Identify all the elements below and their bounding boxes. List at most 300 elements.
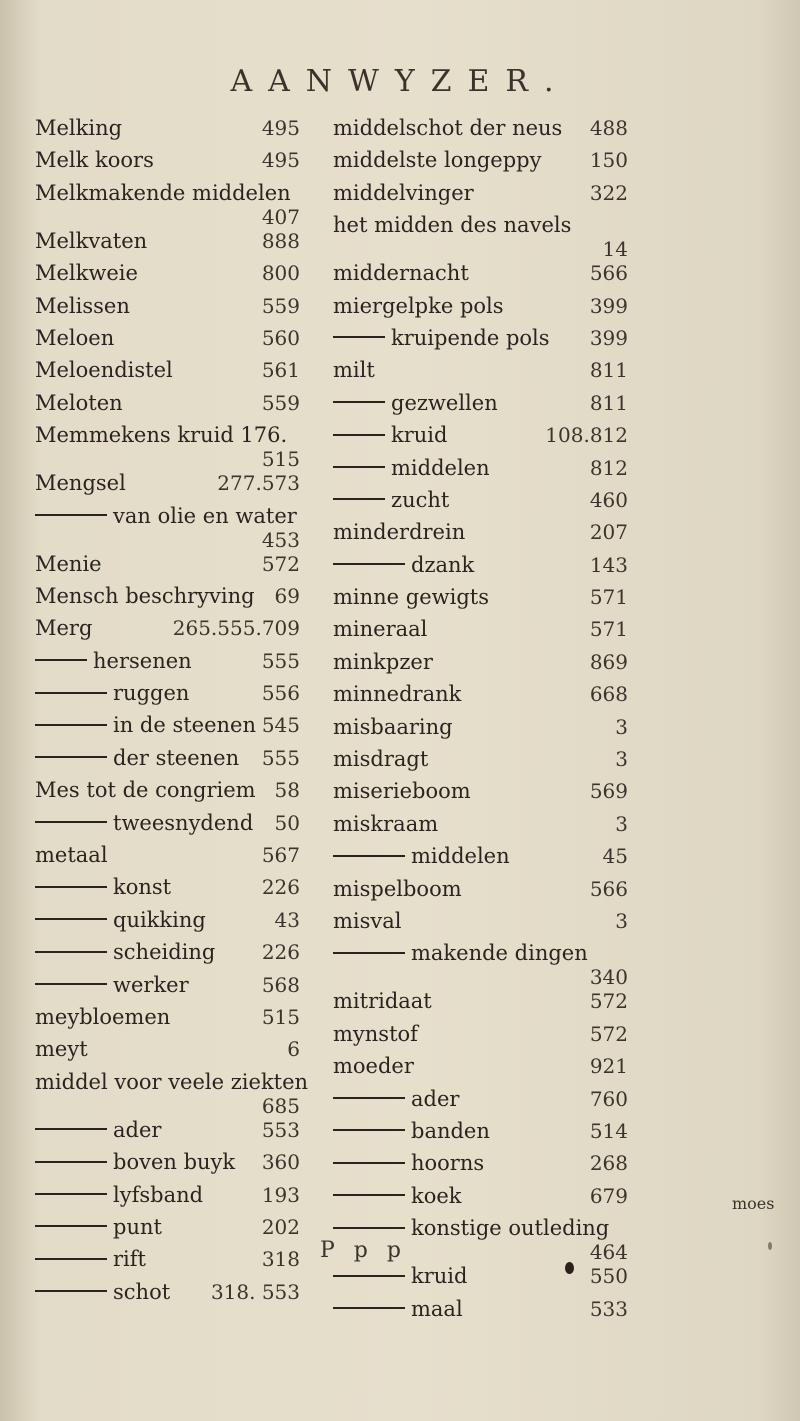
index-term bbox=[35, 807, 253, 839]
index-term-text: scheiding bbox=[113, 940, 216, 965]
index-entry bbox=[333, 484, 628, 516]
index-term bbox=[333, 613, 427, 645]
index-term-text: Mensch beschryving bbox=[35, 583, 255, 608]
index-entry bbox=[333, 549, 628, 581]
page-reference: 760 bbox=[589, 1086, 628, 1111]
index-term bbox=[35, 548, 102, 580]
index-term bbox=[333, 743, 428, 775]
page-reference: 3 bbox=[615, 908, 628, 933]
index-term-text: meyt bbox=[35, 1037, 88, 1062]
index-entry bbox=[333, 937, 628, 990]
index-entry bbox=[333, 452, 628, 484]
index-term bbox=[333, 112, 562, 144]
ditto-dash bbox=[333, 498, 385, 500]
index-term-text: makende dingen bbox=[411, 941, 588, 966]
index-entry bbox=[333, 1293, 628, 1325]
index-entry bbox=[333, 581, 628, 613]
page-reference: 226 bbox=[261, 940, 300, 965]
index-term-text: Meloendistel bbox=[35, 358, 173, 383]
page-reference: 572 bbox=[589, 1021, 628, 1046]
right-index-column bbox=[333, 112, 628, 1325]
ditto-dash bbox=[333, 1307, 405, 1309]
page-reference: 545 bbox=[261, 713, 300, 738]
index-entry bbox=[35, 677, 300, 709]
index-term-text: minderdrein bbox=[333, 520, 466, 545]
index-entry bbox=[35, 580, 300, 612]
page-reference: 14 bbox=[602, 237, 628, 262]
index-entry bbox=[35, 290, 300, 322]
index-entry bbox=[333, 290, 628, 322]
index-term-text: minne gewigts bbox=[333, 585, 490, 610]
index-term bbox=[333, 290, 504, 322]
page-reference: 58 bbox=[274, 778, 300, 803]
page-reference: 571 bbox=[589, 585, 628, 610]
page-reference: 550 bbox=[589, 1264, 628, 1289]
page-reference: 488 bbox=[589, 116, 628, 140]
page-reference: 568 bbox=[261, 972, 300, 997]
index-term-text: schot bbox=[113, 1279, 171, 1304]
index-term-text: middelste longeppy bbox=[333, 148, 542, 173]
ditto-dash bbox=[333, 1097, 405, 1099]
index-term-text: miserieboom bbox=[333, 779, 471, 804]
index-term bbox=[35, 1243, 146, 1275]
index-term-text: konstige outleding bbox=[411, 1216, 610, 1241]
page-reference: 277.573 bbox=[217, 471, 300, 496]
index-term-text: koek bbox=[411, 1183, 462, 1208]
index-entry bbox=[35, 257, 300, 289]
index-term-text: minkpzer bbox=[333, 649, 433, 674]
page-reference: 3 bbox=[615, 714, 628, 739]
index-term bbox=[333, 354, 375, 386]
page-reference: 668 bbox=[589, 682, 628, 707]
index-term bbox=[333, 1293, 463, 1325]
page-reference: 43 bbox=[274, 907, 300, 932]
catchword: moes bbox=[732, 1194, 775, 1213]
index-term-text: Melkmakende middelen bbox=[35, 180, 291, 205]
index-entry bbox=[35, 1066, 309, 1118]
ditto-dash bbox=[35, 886, 107, 888]
index-term bbox=[35, 580, 255, 612]
ditto-dash bbox=[35, 821, 107, 823]
index-term-text: boven buyk bbox=[113, 1150, 236, 1175]
page-reference: 340 bbox=[589, 965, 628, 990]
ditto-dash bbox=[333, 1194, 405, 1196]
index-entry bbox=[333, 516, 628, 548]
page-reference: 572 bbox=[261, 551, 300, 576]
page-reference: 921 bbox=[589, 1054, 628, 1079]
page-reference: 318. 553 bbox=[210, 1279, 300, 1304]
page-reference: 869 bbox=[589, 649, 628, 674]
page-reference: 6 bbox=[287, 1037, 300, 1062]
index-term bbox=[35, 904, 206, 936]
page-reference: 495 bbox=[261, 148, 300, 173]
index-term-text: Melkvaten bbox=[35, 228, 148, 253]
index-entry bbox=[333, 1260, 628, 1292]
index-entry bbox=[35, 144, 300, 176]
page-reference: 69 bbox=[274, 583, 300, 608]
index-term bbox=[35, 500, 297, 532]
index-term-text: hoorns bbox=[411, 1151, 485, 1176]
index-term bbox=[35, 1146, 235, 1178]
page-reference: 50 bbox=[274, 810, 300, 835]
index-entry bbox=[333, 209, 628, 262]
index-term bbox=[333, 452, 490, 484]
page-reference: 567 bbox=[261, 843, 300, 868]
index-term-text: het midden des navels bbox=[333, 213, 572, 238]
index-term bbox=[35, 1276, 170, 1308]
index-term bbox=[35, 177, 291, 209]
index-term-text: middelschot der neus bbox=[333, 116, 563, 140]
index-term bbox=[35, 645, 192, 677]
index-term bbox=[35, 936, 215, 968]
index-term-text: middel voor veele ziekten bbox=[35, 1069, 309, 1094]
index-entry bbox=[35, 1211, 300, 1243]
ditto-dash bbox=[35, 983, 107, 985]
index-entry bbox=[35, 871, 300, 903]
index-term-text: zucht bbox=[391, 487, 450, 512]
index-term-text: van olie en water bbox=[113, 503, 297, 528]
page-reference: 559 bbox=[261, 293, 300, 318]
ditto-dash bbox=[333, 1227, 405, 1229]
index-term bbox=[35, 354, 173, 386]
index-entry bbox=[35, 709, 300, 741]
index-term-text: moeder bbox=[333, 1054, 414, 1079]
index-term-text: gezwellen bbox=[391, 390, 498, 415]
ditto-dash bbox=[333, 952, 405, 954]
ditto-dash bbox=[333, 1129, 405, 1131]
signature-mark: P p p bbox=[320, 1238, 407, 1263]
index-term bbox=[35, 1033, 88, 1065]
index-entry bbox=[35, 387, 300, 419]
page-reference: 202 bbox=[261, 1214, 300, 1239]
page-reference: 460 bbox=[589, 487, 628, 512]
page-reference: 888 bbox=[261, 228, 300, 253]
index-term-text: punt bbox=[113, 1214, 162, 1239]
page-reference: 569 bbox=[589, 779, 628, 804]
page-reference: 555 bbox=[261, 745, 300, 770]
ditto-dash bbox=[35, 514, 107, 516]
index-entry bbox=[35, 1114, 300, 1146]
index-term-text: middelen bbox=[391, 455, 490, 480]
index-entry bbox=[333, 985, 628, 1017]
index-term-text: miskraam bbox=[333, 811, 439, 836]
page-reference: 679 bbox=[589, 1183, 628, 1208]
page-reference: 407 bbox=[261, 204, 300, 229]
index-entry bbox=[35, 839, 300, 871]
index-term bbox=[333, 484, 449, 516]
page-reference: 45 bbox=[602, 844, 628, 869]
ditto-dash bbox=[333, 563, 405, 565]
index-term bbox=[333, 387, 498, 419]
index-term-text: meybloemen bbox=[35, 1004, 171, 1029]
left-index-column bbox=[35, 112, 309, 1308]
page-reference: 3 bbox=[615, 811, 628, 836]
index-term bbox=[35, 774, 256, 806]
index-term bbox=[35, 969, 189, 1001]
index-entry bbox=[333, 613, 628, 645]
index-entry bbox=[333, 678, 628, 710]
index-entry bbox=[35, 904, 300, 936]
index-term bbox=[35, 144, 154, 176]
index-entry bbox=[333, 1083, 628, 1115]
page-reference: 572 bbox=[589, 989, 628, 1014]
index-term bbox=[333, 1018, 418, 1050]
ditto-dash bbox=[333, 336, 385, 338]
index-entry bbox=[333, 257, 628, 289]
index-term bbox=[333, 209, 571, 241]
index-term-text: Melissen bbox=[35, 293, 130, 318]
index-term bbox=[333, 144, 541, 176]
index-term bbox=[333, 549, 474, 581]
index-term-text: werker bbox=[113, 972, 189, 997]
index-term bbox=[35, 1179, 203, 1211]
index-term-text: hersenen bbox=[93, 648, 192, 673]
index-entry bbox=[35, 225, 300, 257]
index-term-text: lyfsband bbox=[113, 1182, 204, 1207]
index-term bbox=[333, 1050, 414, 1082]
page-reference: 811 bbox=[589, 390, 628, 415]
index-entry bbox=[333, 1180, 628, 1212]
index-term bbox=[333, 322, 550, 354]
index-term-text: Melkweie bbox=[35, 261, 138, 286]
index-entry bbox=[35, 1001, 300, 1033]
page-reference: 464 bbox=[589, 1240, 628, 1265]
page-reference: 811 bbox=[589, 358, 628, 383]
index-entry bbox=[35, 1033, 300, 1065]
index-entry bbox=[333, 112, 628, 144]
index-term-text: misval bbox=[333, 908, 402, 933]
index-term bbox=[35, 387, 123, 419]
index-entry bbox=[333, 873, 628, 905]
index-term bbox=[35, 839, 108, 871]
ditto-dash bbox=[333, 401, 385, 403]
ink-spot bbox=[768, 1242, 772, 1250]
page-reference: 495 bbox=[261, 116, 300, 140]
index-term bbox=[333, 419, 447, 451]
index-term bbox=[35, 742, 239, 774]
index-term-text: milt bbox=[333, 358, 375, 383]
index-term bbox=[35, 290, 130, 322]
index-term-text: Menie bbox=[35, 551, 102, 576]
index-entry bbox=[35, 1276, 300, 1308]
page-reference: 226 bbox=[261, 875, 300, 900]
page-reference: 453 bbox=[261, 527, 300, 552]
index-term-text: Mes tot de congriem bbox=[35, 778, 256, 803]
index-term-text: misbaaring bbox=[333, 714, 453, 739]
ditto-dash bbox=[35, 692, 107, 694]
index-entry bbox=[35, 548, 300, 580]
index-entry bbox=[333, 387, 628, 419]
index-entry bbox=[333, 144, 628, 176]
ditto-dash bbox=[35, 659, 87, 661]
index-entry bbox=[333, 711, 628, 743]
index-entry bbox=[333, 177, 628, 209]
index-term-text: kruid bbox=[411, 1264, 468, 1289]
index-term-text: tweesnydend bbox=[113, 810, 254, 835]
index-entry bbox=[333, 1115, 628, 1147]
index-term bbox=[35, 677, 189, 709]
index-term-text: Melk koors bbox=[35, 148, 154, 173]
index-term bbox=[35, 709, 256, 741]
index-term-text: middelvinger bbox=[333, 180, 474, 205]
index-term-text: minnedrank bbox=[333, 682, 462, 707]
index-term-text: Mengsel bbox=[35, 471, 126, 496]
index-term bbox=[333, 1083, 459, 1115]
index-term-text: banden bbox=[411, 1118, 490, 1143]
index-entry bbox=[35, 807, 300, 839]
ditto-dash bbox=[35, 756, 107, 758]
index-entry bbox=[35, 467, 300, 499]
page-reference: 685 bbox=[261, 1093, 300, 1118]
index-entry bbox=[333, 743, 628, 775]
index-entry bbox=[35, 612, 300, 644]
index-term-text: rift bbox=[113, 1247, 146, 1272]
index-entry bbox=[333, 1018, 628, 1050]
index-term-text: in de steenen bbox=[113, 713, 257, 738]
index-term bbox=[35, 612, 92, 644]
index-term-text: konst bbox=[113, 875, 172, 900]
page-reference: 515 bbox=[261, 447, 300, 472]
page-reference: 3 bbox=[615, 747, 628, 772]
index-entry bbox=[333, 808, 628, 840]
index-term-text: der steenen bbox=[113, 745, 240, 770]
index-term bbox=[333, 905, 402, 937]
index-term bbox=[35, 112, 122, 144]
index-term-text: mitridaat bbox=[333, 989, 432, 1014]
index-term-text: metaal bbox=[35, 843, 108, 868]
page-reference: 561 bbox=[261, 358, 300, 383]
index-term-text: mynstof bbox=[333, 1021, 418, 1046]
index-term-text: Meloen bbox=[35, 325, 115, 350]
ditto-dash bbox=[333, 434, 385, 436]
ditto-dash bbox=[333, 466, 385, 468]
page-reference: 566 bbox=[589, 876, 628, 901]
page-reference: 559 bbox=[261, 390, 300, 415]
ditto-dash bbox=[35, 1193, 107, 1195]
page-reference: 207 bbox=[589, 520, 628, 545]
index-term bbox=[35, 1114, 161, 1146]
index-entry bbox=[333, 419, 628, 451]
page-reference: 556 bbox=[261, 681, 300, 706]
index-entry bbox=[333, 322, 628, 354]
index-entry bbox=[35, 354, 300, 386]
index-entry bbox=[333, 775, 628, 807]
index-term bbox=[35, 1001, 170, 1033]
page-reference: 566 bbox=[589, 261, 628, 286]
index-entry bbox=[35, 322, 300, 354]
index-term bbox=[333, 873, 462, 905]
index-entry bbox=[333, 840, 628, 872]
page-reference: 800 bbox=[261, 261, 300, 286]
index-term bbox=[35, 322, 114, 354]
index-term bbox=[333, 711, 453, 743]
page-reference: 514 bbox=[589, 1118, 628, 1143]
index-term bbox=[333, 937, 588, 969]
page-reference: 360 bbox=[261, 1150, 300, 1175]
index-term bbox=[35, 419, 287, 451]
index-entry bbox=[35, 742, 300, 774]
index-entry bbox=[333, 646, 628, 678]
index-term-text: kruid bbox=[391, 423, 448, 448]
page-reference: 515 bbox=[261, 1004, 300, 1029]
index-entry bbox=[333, 1147, 628, 1179]
index-term-text: misdragt bbox=[333, 747, 429, 772]
index-term-text: Meloten bbox=[35, 390, 123, 415]
page-reference: 193 bbox=[261, 1182, 300, 1207]
page-reference: 399 bbox=[589, 325, 628, 350]
index-term bbox=[333, 581, 489, 613]
index-entry bbox=[333, 1050, 628, 1082]
index-entry bbox=[35, 419, 300, 472]
index-term bbox=[333, 516, 465, 548]
index-entry bbox=[333, 905, 628, 937]
page-reference: 399 bbox=[589, 293, 628, 318]
page-reference: 150 bbox=[589, 148, 628, 173]
index-term bbox=[333, 646, 433, 678]
index-entry bbox=[333, 354, 628, 386]
index-term bbox=[35, 225, 147, 257]
index-term bbox=[333, 775, 471, 807]
page-reference: 322 bbox=[589, 180, 628, 205]
index-term-text: miergelpke pols bbox=[333, 293, 504, 318]
index-term-text: ader bbox=[411, 1086, 460, 1111]
ditto-dash bbox=[35, 918, 107, 920]
ditto-dash bbox=[333, 1275, 405, 1277]
index-term-text: Merg bbox=[35, 616, 93, 641]
page-reference: 571 bbox=[589, 617, 628, 642]
page-reference: 268 bbox=[589, 1151, 628, 1176]
index-term-text: ader bbox=[113, 1117, 162, 1142]
index-entry bbox=[35, 500, 300, 552]
index-term bbox=[333, 985, 432, 1017]
ditto-dash bbox=[35, 1225, 107, 1227]
page-reference: 812 bbox=[589, 455, 628, 480]
page-reference: 108.812 bbox=[545, 423, 628, 448]
index-term-text: mineraal bbox=[333, 617, 428, 642]
index-term-text: mispelboom bbox=[333, 876, 462, 901]
index-term-text: Melking bbox=[35, 116, 123, 140]
ditto-dash bbox=[333, 1162, 405, 1164]
ditto-dash bbox=[35, 724, 107, 726]
index-term-text: middelen bbox=[411, 844, 510, 869]
index-term bbox=[333, 1180, 462, 1212]
running-head: AANWYZER. bbox=[230, 64, 570, 99]
page-reference: 318 bbox=[261, 1247, 300, 1272]
ditto-dash bbox=[333, 855, 405, 857]
index-term bbox=[333, 678, 461, 710]
index-term bbox=[35, 871, 171, 903]
index-term-text: dzank bbox=[411, 552, 475, 577]
ditto-dash bbox=[35, 1258, 107, 1260]
ink-spot bbox=[565, 1262, 574, 1274]
ditto-dash bbox=[35, 1161, 107, 1163]
index-term bbox=[35, 467, 126, 499]
index-entry bbox=[35, 1146, 300, 1178]
page-reference: 560 bbox=[261, 325, 300, 350]
ditto-dash bbox=[35, 1290, 107, 1292]
ditto-dash bbox=[35, 951, 107, 953]
page-reference: 555 bbox=[261, 648, 300, 673]
index-entry bbox=[35, 1179, 300, 1211]
index-entry bbox=[35, 1243, 300, 1275]
index-term-text: kruipende pols bbox=[391, 325, 550, 350]
index-term-text: quikking bbox=[113, 907, 206, 932]
page-reference: 143 bbox=[589, 552, 628, 577]
index-term bbox=[333, 177, 474, 209]
ditto-dash bbox=[35, 1128, 107, 1130]
index-term bbox=[333, 257, 469, 289]
index-term bbox=[35, 1211, 162, 1243]
